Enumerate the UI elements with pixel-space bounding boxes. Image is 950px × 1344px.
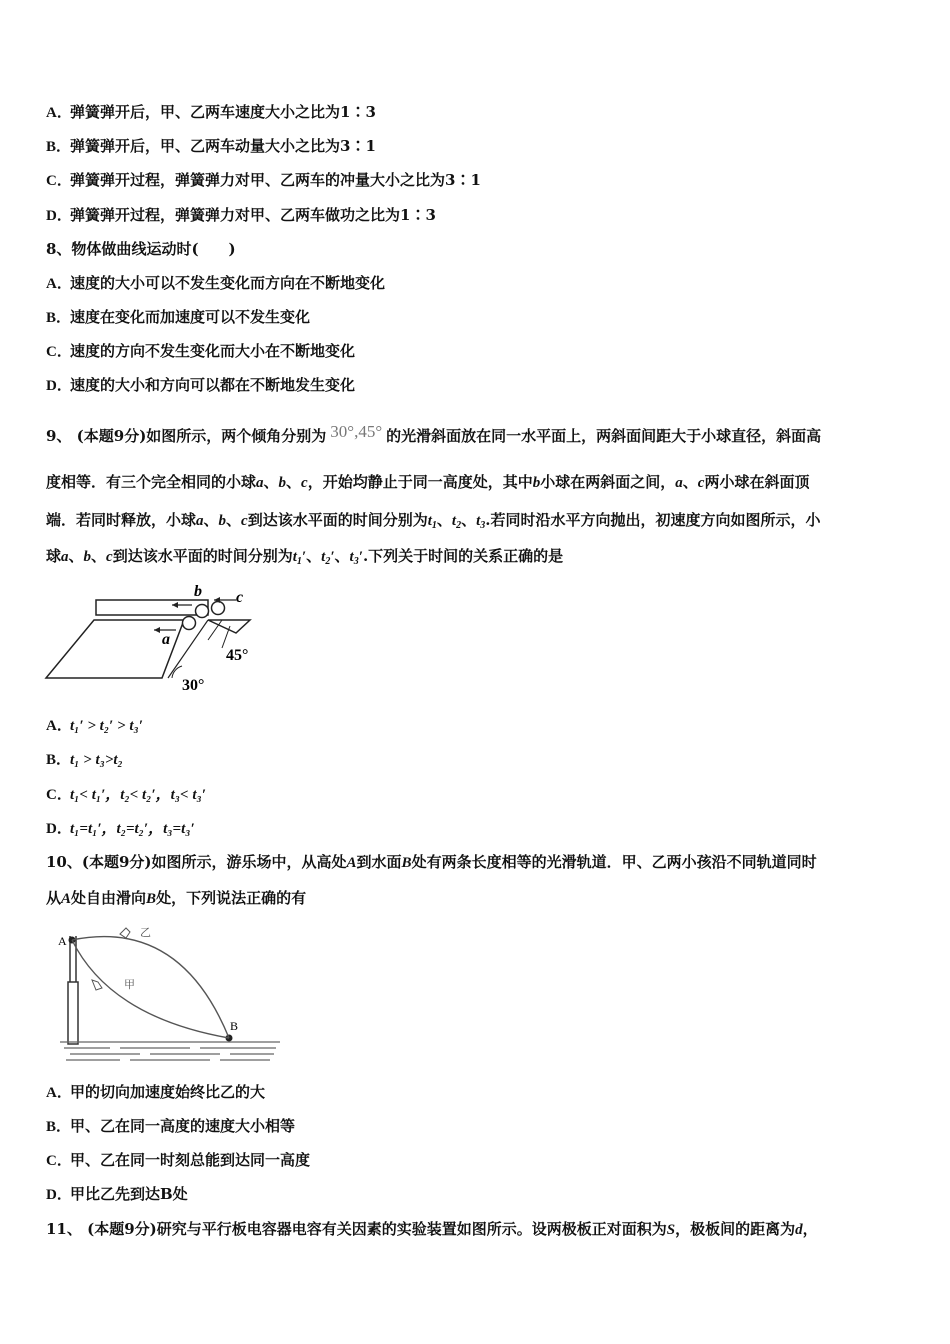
label-a: a	[162, 631, 170, 648]
water-surface	[60, 1042, 280, 1060]
q9-stem-line2: 度相等．有三个完全相同的小球a、b、c，开始均静止于同一高度处，其中b小球在两斜面之间，a、c两小球在斜面顶	[46, 473, 810, 491]
q9-option-a: A．t₁′ > t₂′ > t₃′	[46, 718, 143, 734]
label-b: b	[194, 583, 202, 600]
q7-option-c: C．弹簧弹开过程，弹簧弹力对甲、乙两车的冲量大小之比为3∶1	[46, 171, 481, 189]
ball-a	[183, 617, 196, 630]
q8-option-d: D．速度的大小和方向可以都在不断地发生变化	[46, 376, 356, 394]
child-yi-icon	[120, 928, 130, 938]
q10-stem-line1: 10、(本题9分)如图所示，游乐场中，从高处A到水面B处有两条长度相等的光滑轨道．甲、乙两小孩沿不同轨道同时	[46, 853, 817, 871]
top-plate	[96, 600, 208, 615]
label-yi: 乙	[140, 927, 151, 939]
q9-option-d: D．t₁=t₁′，t₂=t₂′，t₃=t₃′	[46, 821, 195, 837]
q9-stem-line1: 9、 (本题9分)如图所示，两个倾角分别为 30°,45° 的光滑斜面放在同一水平面上，两斜面间距大于小球直径，斜面高	[46, 422, 822, 445]
label-A: A	[58, 934, 67, 948]
child-jia-icon	[92, 980, 102, 990]
angle-45-label: 45°	[226, 647, 249, 664]
q10-option-c: C．甲、乙在同一时刻总能到达同一高度	[46, 1151, 311, 1169]
label-jia: 甲	[124, 979, 135, 991]
q9-angles: 30°,45°	[330, 422, 383, 441]
label-B: B	[230, 1019, 239, 1033]
q11-stem: 11、 (本题9分)研究与平行板电容器电容有关因素的实验装置如图所示。设两极板正对面积为S，极板间的距离为d，	[46, 1220, 818, 1238]
q7-option-a: A．弹簧弹开后，甲、乙两车速度大小之比为1∶3	[46, 103, 376, 121]
ball-c	[212, 602, 225, 615]
q9-inclines-figure	[44, 580, 274, 700]
angle-30-label: 30°	[182, 677, 205, 694]
q8-option-a: A．速度的大小可以不发生变化而方向在不断地变化	[46, 274, 386, 292]
label-c: c	[236, 589, 244, 606]
q9-option-c: C．t₁< t₁′，t₂< t₂′，t₃< t₃′	[46, 787, 206, 803]
q10-slide-figure	[50, 922, 286, 1064]
q8-option-c: C．速度的方向不发生变化而大小在不断地变化	[46, 342, 356, 360]
q9-option-b: B．t₁ > t₃>t₂	[46, 752, 123, 768]
track-yi	[72, 937, 229, 1038]
incline-30	[46, 620, 184, 678]
q8-stem: 8、物体做曲线运动时( )	[46, 240, 236, 258]
q10-option-a: A．甲的切向加速度始终比乙的大	[46, 1083, 266, 1101]
tower-post	[68, 982, 78, 1044]
q7-option-b: B．弹簧弹开后，甲、乙两车动量大小之比为3∶1	[46, 137, 376, 155]
q7-option-d: D．弹簧弹开过程，弹簧弹力对甲、乙两车做功之比为1∶3	[46, 206, 436, 224]
q8-option-b: B．速度在变化而加速度可以不发生变化	[46, 308, 311, 326]
ball-b	[196, 605, 209, 618]
q10-option-b: B．甲、乙在同一高度的速度大小相等	[46, 1117, 296, 1135]
q9-stem-line4: 球a、b、c到达该水平面的时间分别为$t_1'$、$t_2'$、$t_3'$.下列关于时间的关系正确的是	[46, 547, 564, 567]
q10-option-d: D．甲比乙先到达B处	[46, 1185, 188, 1203]
q9-stem-line3: 端．若同时释放，小球a、b、c到达该水平面的时间分别为$t_1$、$t_2$、$t_3$.若同时沿水平方向抛出，初速度方向如图所示，小	[46, 511, 821, 531]
q10-stem-line2: 从A处自由滑向B处，下列说法正确的有	[46, 889, 307, 907]
